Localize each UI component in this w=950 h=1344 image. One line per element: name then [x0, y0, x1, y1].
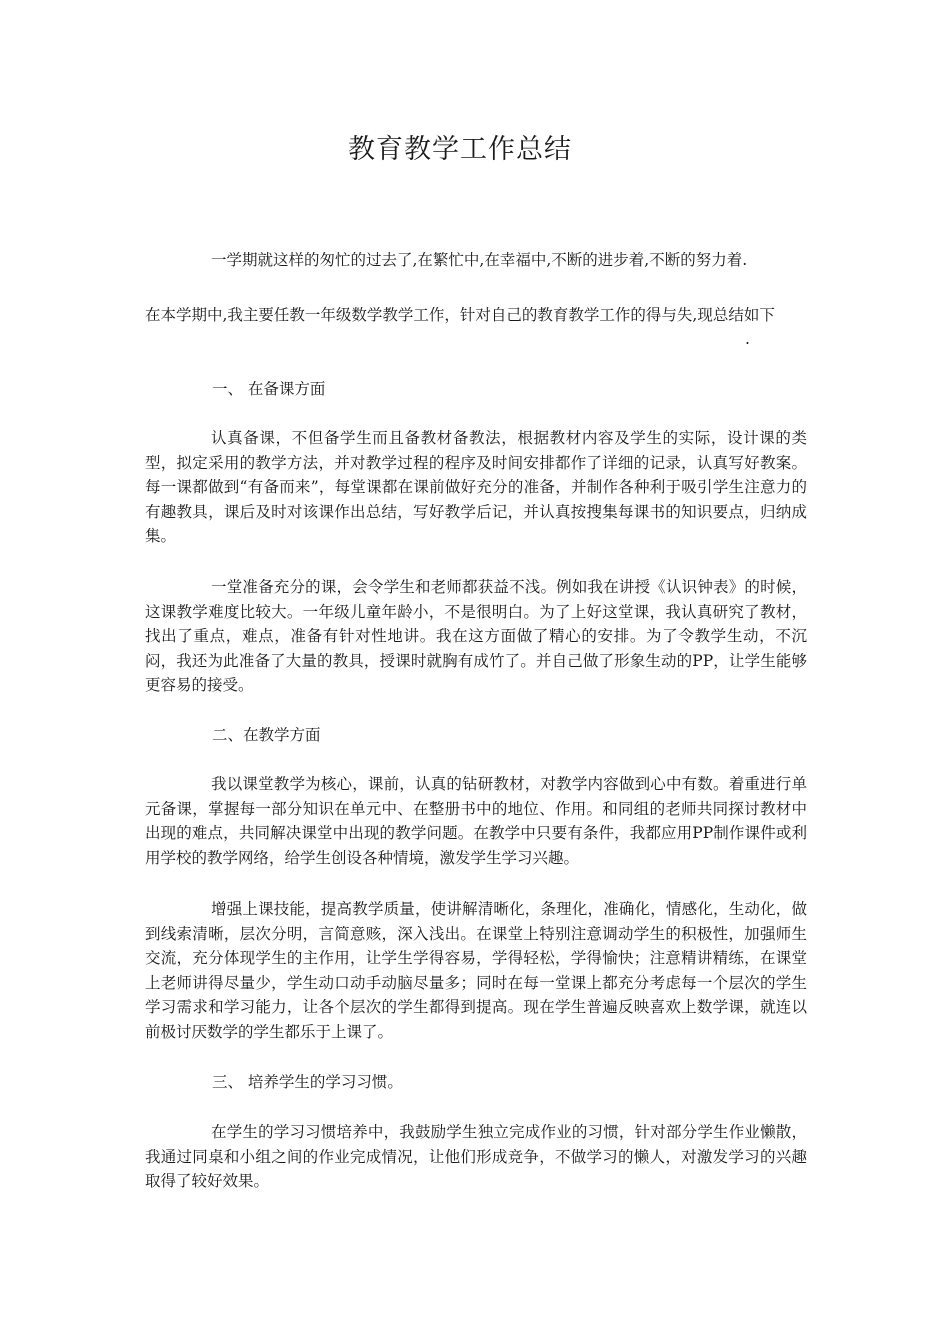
section-heading-3: 三、 培养学生的学习习惯。 [212, 1073, 403, 1091]
section-heading-1: 一、 在备课方面 [212, 380, 326, 398]
intro-paragraph: 在本学期中,我主要任教一年级数学教学工作，针对自己的教育教学工作的得与失,现总结如下 [145, 306, 775, 324]
section-1-paragraph-2: 一堂准备充分的课，会令学生和老师都获益不浅。例如我在讲授《认识钟表》的时候，这课教学难度比较大。一年级儿童年龄小，不是很明白。为了上好这堂课，我认真研究了教材，找出了重点，难点，准备有针对性地讲。我在这方面做了精心的安排。为了令教学生动，不沉闷，我还为此准备了大量的教具，授课时就胸有成竹了。并自己做了形象生动的PP，让学生能够更容易的接受。 [145, 578, 807, 694]
document-title: 教育教学工作总结 [348, 134, 572, 165]
section-heading-2: 二、在教学方面 [212, 726, 321, 744]
section-1-paragraph-1: 认真备课，不但备学生而且备教材备教法，根据教材内容及学生的实际，设计课的类型，拟定采用的教学方法，并对教学过程的程序及时间安排都作了详细的记录，认真写好教案。每一课都做到“有备而来”，每堂课都在课前做好充分的准备，并制作各种利于吸引学生注意力的有趣教具，课后及时对该课作出总结，写好教学后记，并认真按搜集每课书的知识要点，归纳成集。 [145, 429, 807, 545]
section-2-paragraph-2: 增强上课技能，提高教学质量，使讲解清晰化，条理化，准确化，情感化，生动化，做到线索清晰，层次分明，言简意赅，深入浅出。在课堂上特别注意调动学生的积极性，加强师生交流，充分体现学生的主作用，让学生学得容易，学得轻松，学得愉快；注意精讲精练，在课堂上老师讲得尽量少，学生动口动手动脑尽量多；同时在每一堂课上都充分考虑每一个层次的学生学习需求和学习能力，让各个层次的学生都得到提高。现在学生普遍反映喜欢上数学课，就连以前极讨厌数学的学生都乐于上课了。 [145, 900, 807, 1041]
intro-end-mark: . [745, 330, 750, 348]
section-2-paragraph-1: 我以课堂教学为核心，课前，认真的钻研教材，对教学内容做到心中有数。着重进行单元备课，掌握每一部分知识在单元中、在整册书中的地位、作用。和同组的老师共同探讨教材中出现的难点，共同解决课堂中出现的教学问题。在教学中只要有条件，我都应用PP制作课件或利用学校的教学网络，给学生创设各种情境，激发学生学习兴趣。 [145, 775, 807, 867]
section-3-paragraph-1: 在学生的学习习惯培养中，我鼓励学生独立完成作业的习惯，针对部分学生作业懒散，我通过同桌和小组之间的作业完成情况，让他们形成竞争，不做学习的懒人，对激发学习的兴趣取得了较好效果。 [145, 1123, 807, 1190]
intro-line: 一学期就这样的匆忙的过去了,在繁忙中,在幸福中,不断的进步着,不断的努力着. [211, 251, 748, 269]
